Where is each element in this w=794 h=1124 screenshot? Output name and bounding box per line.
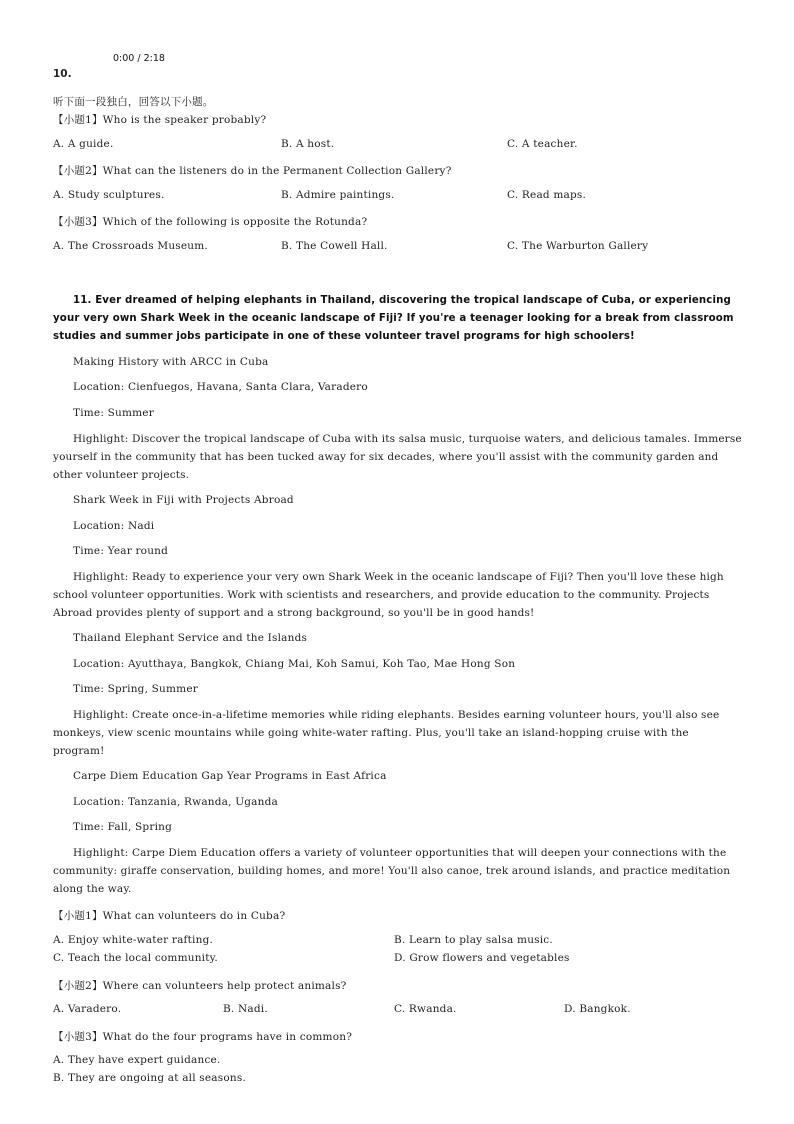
program-highlight: Highlight: Discover the tropical landscape of Cuba with its salsa music, turquoise waters, and delicious tamales. Immerse yourself in the community that has been tucked away for six decades, where you'll assist with the community garden and other volunteer projects. [53,433,742,481]
sub-question-stem: 【小题3】What do the four programs have in common? [53,1031,353,1043]
program-time: Time: Spring, Summer [73,683,198,695]
program-time: Time: Fall, Spring [73,821,173,833]
program-location: Location: Ayutthaya, Bangkok, Chiang Mai, Koh Samui, Koh Tao, Mae Hong Son [73,658,516,670]
program-title: Shark Week in Fiji with Projects Abroad [73,494,294,506]
program-location: Location: Tanzania, Rwanda, Uganda [73,796,278,808]
option: B. The Cowell Hall. [281,240,388,252]
program-title: Thailand Elephant Service and the Islands [73,632,308,644]
option: B. Learn to play salsa music. [394,934,553,946]
option: C. Rwanda. [394,1003,457,1015]
option: B. A host. [281,138,335,150]
program-title: Making History with ARCC in Cuba [73,356,269,368]
option: A. The Crossroads Museum. [53,240,208,252]
passage-intro: 11. Ever dreamed of helping elephants in Thailand, discovering the tropical landscape of Cuba, or experiencing your very own Shark Week in the oceanic landscape of Fiji? If you're a teenager looking for a break from classroom studies and summer jobs participate in one of these volunteer travel programs for high schoolers! [53,295,734,342]
option: B. They are ongoing at all seasons. [53,1072,246,1084]
option: C. The Warburton Gallery [507,240,649,252]
option: D. Grow flowers and vegetables [394,952,570,964]
option: A. Varadero. [53,1003,122,1015]
option: B. Admire paintings. [281,189,395,201]
question-number: 10. [53,68,72,80]
option: A. A guide. [53,138,114,150]
program-time: Time: Summer [73,407,154,419]
program-time: Time: Year round [73,545,169,557]
program-location: Location: Nadi [73,520,155,532]
audio-time[interactable]: 0:00 / 2:18 [113,53,165,64]
program-location: Location: Cienfuegos, Havana, Santa Clara, Varadero [73,381,368,393]
sub-question-stem: 【小题1】What can volunteers do in Cuba? [53,910,286,922]
sub-question-stem: 【小题3】Which of the following is opposite the Rotunda? [53,216,368,228]
option: D. Bangkok. [564,1003,631,1015]
option: A. Enjoy white-water rafting. [53,934,214,946]
sub-question-stem: 【小题2】What can the listeners do in the Permanent Collection Gallery? [53,165,452,177]
option: B. Nadi. [223,1003,268,1015]
program-title: Carpe Diem Education Gap Year Programs in East Africa [73,770,387,782]
program-highlight: Highlight: Ready to experience your very own Shark Week in the oceanic landscape of Fiji? Then you'll love these high school volunteer opportunities. Work with scientists and researchers, and provide education to the community. Projects Abroad provides plenty of support and a strong background, so you'll be in good hands! [53,571,724,619]
program-highlight: Highlight: Carpe Diem Education offers a variety of volunteer opportunities that will deepen your connections with the community: giraffe conservation, building homes, and more! You'll also canoe, trek around islands, and practice meditation along the way. [53,847,731,895]
option: C. Teach the local community. [53,952,218,964]
option: A. They have expert guidance. [53,1054,221,1066]
sub-question-stem: 【小题2】Where can volunteers help protect animals? [53,980,347,992]
sub-question-stem: 【小题1】Who is the speaker probably? [53,114,267,126]
program-highlight: Highlight: Create once-in-a-lifetime memories while riding elephants. Besides earning volunteer hours, you'll also see monkeys, view scenic mountains while going white-water rafting. Plus, you'll take an island-hopping cruise with the program! [53,709,720,757]
instruction: 听下面一段独白，回答以下小题。 [53,96,214,108]
option: A. Study sculptures. [53,189,165,201]
option: C. A teacher. [507,138,578,150]
option: C. Read maps. [507,189,587,201]
